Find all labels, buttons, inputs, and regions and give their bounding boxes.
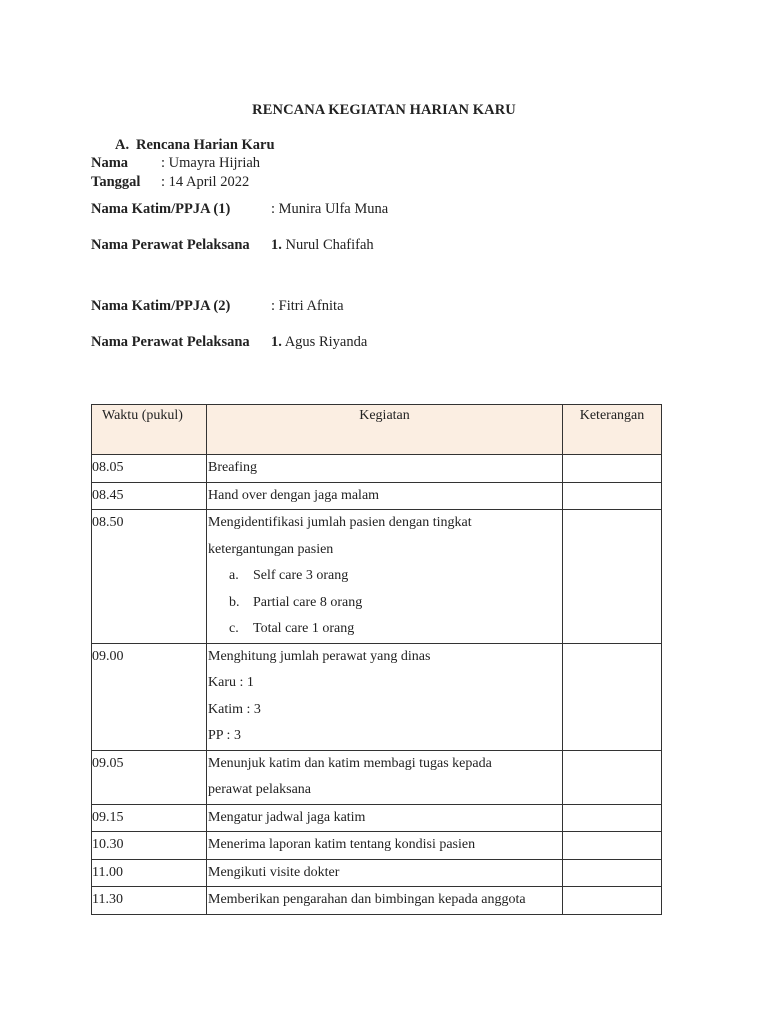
row-note — [563, 510, 662, 644]
pelaksana2-number: 1. — [271, 334, 282, 350]
activity-line: Katim : 3 — [208, 701, 261, 717]
activity-subitem — [208, 590, 562, 617]
activity-line: Karu : 1 — [208, 675, 254, 690]
katim2-value: : Fitri Afnita — [271, 298, 344, 314]
katim2-label: Nama Katim/PPJA (2) — [91, 298, 231, 314]
activity-line: perawat pelaksana — [208, 782, 311, 797]
activity-line: Menunjuk katim dan katim membagi tugas kepada — [208, 755, 492, 771]
row-note — [563, 750, 662, 804]
row-activity — [207, 750, 563, 804]
activity-line: Mengidentifikasi jumlah pasien dengan tingkat — [208, 515, 472, 530]
row-activity — [207, 482, 563, 510]
pelaksana1-name: Nurul Chafifah — [281, 237, 374, 253]
activity-line: Mengikuti visite dokter — [208, 864, 340, 880]
row-note — [563, 887, 662, 915]
pelaksana2-value — [271, 334, 367, 351]
row-time: 11.30 — [92, 887, 207, 915]
row-time: 11.00 — [92, 859, 207, 887]
row-note — [563, 832, 662, 860]
row-activity — [207, 455, 563, 483]
row-time: 10.30 — [92, 832, 207, 860]
nama-value: : Umayra Hijriah — [161, 155, 261, 171]
section-title: Rencana Harian Karu — [136, 137, 275, 153]
row-note — [563, 455, 662, 483]
pelaksana2-name: Agus Riyanda — [281, 334, 368, 350]
section-letter: A. — [115, 137, 130, 153]
pelaksana1-label: Nama Perawat Pelaksana — [91, 237, 250, 253]
activity-line: ketergantungan pasien — [208, 541, 334, 557]
schedule-body — [92, 455, 662, 915]
table-row — [92, 510, 662, 644]
katim1-value: : Munira Ulfa Muna — [271, 201, 389, 217]
table-row — [92, 750, 662, 804]
table-row — [92, 859, 662, 887]
subitem-marker: b. — [229, 594, 240, 610]
row-time: 08.45 — [92, 482, 207, 510]
row-time: 08.50 — [92, 510, 207, 644]
header-waktu: Waktu (pukul) — [92, 405, 207, 455]
table-row — [92, 455, 662, 483]
row-activity — [207, 887, 563, 915]
row-note — [563, 804, 662, 832]
row-time: 09.05 — [92, 750, 207, 804]
activity-line: Mengatur jadwal jaga katim — [208, 809, 366, 825]
subitem-text: Total care 1 orang — [253, 621, 355, 636]
row-activity — [207, 859, 563, 887]
table-row — [92, 832, 662, 860]
row-activity — [207, 804, 563, 832]
table-row — [92, 643, 662, 750]
row-activity — [207, 643, 563, 750]
activity-line: Breafing — [208, 460, 257, 475]
tanggal-value: : 14 April 2022 — [161, 174, 250, 190]
activity-subitem — [208, 616, 562, 643]
row-time: 08.05 — [92, 455, 207, 483]
activity-line: Menerima laporan katim tentang kondisi pasien — [208, 837, 476, 852]
pelaksana1-value — [271, 237, 374, 254]
header-kegiatan: Kegiatan — [207, 405, 563, 455]
katim1-label: Nama Katim/PPJA (1) — [91, 201, 231, 217]
activity-line: Memberikan pengarahan dan bimbingan kepada anggota — [208, 892, 526, 907]
table-row — [92, 887, 662, 915]
document-title: RENCANA KEGIATAN HARIAN KARU — [252, 102, 516, 118]
subitem-text: Self care 3 orang — [253, 568, 349, 583]
subitem-marker: a. — [229, 568, 239, 583]
nama-label: Nama — [91, 155, 129, 171]
tanggal-label: Tanggal — [91, 174, 141, 190]
activity-subitem — [208, 563, 562, 590]
row-time: 09.15 — [92, 804, 207, 832]
pelaksana2-label: Nama Perawat Pelaksana — [91, 334, 250, 350]
row-activity — [207, 510, 563, 644]
header-keterangan: Keterangan — [563, 405, 662, 455]
row-activity — [207, 832, 563, 860]
activity-line: Hand over dengan jaga malam — [208, 487, 380, 503]
subitem-text: Partial care 8 orang — [253, 594, 363, 610]
activity-line: Menghitung jumlah perawat yang dinas — [208, 648, 431, 664]
table-row — [92, 804, 662, 832]
table-header-row — [92, 405, 662, 455]
pelaksana1-number: 1. — [271, 237, 282, 253]
row-note — [563, 482, 662, 510]
schedule-table — [91, 404, 662, 915]
row-time: 09.00 — [92, 643, 207, 750]
activity-line: PP : 3 — [208, 728, 241, 743]
table-row — [92, 482, 662, 510]
subitem-marker: c. — [229, 621, 239, 636]
row-note — [563, 643, 662, 750]
row-note — [563, 859, 662, 887]
